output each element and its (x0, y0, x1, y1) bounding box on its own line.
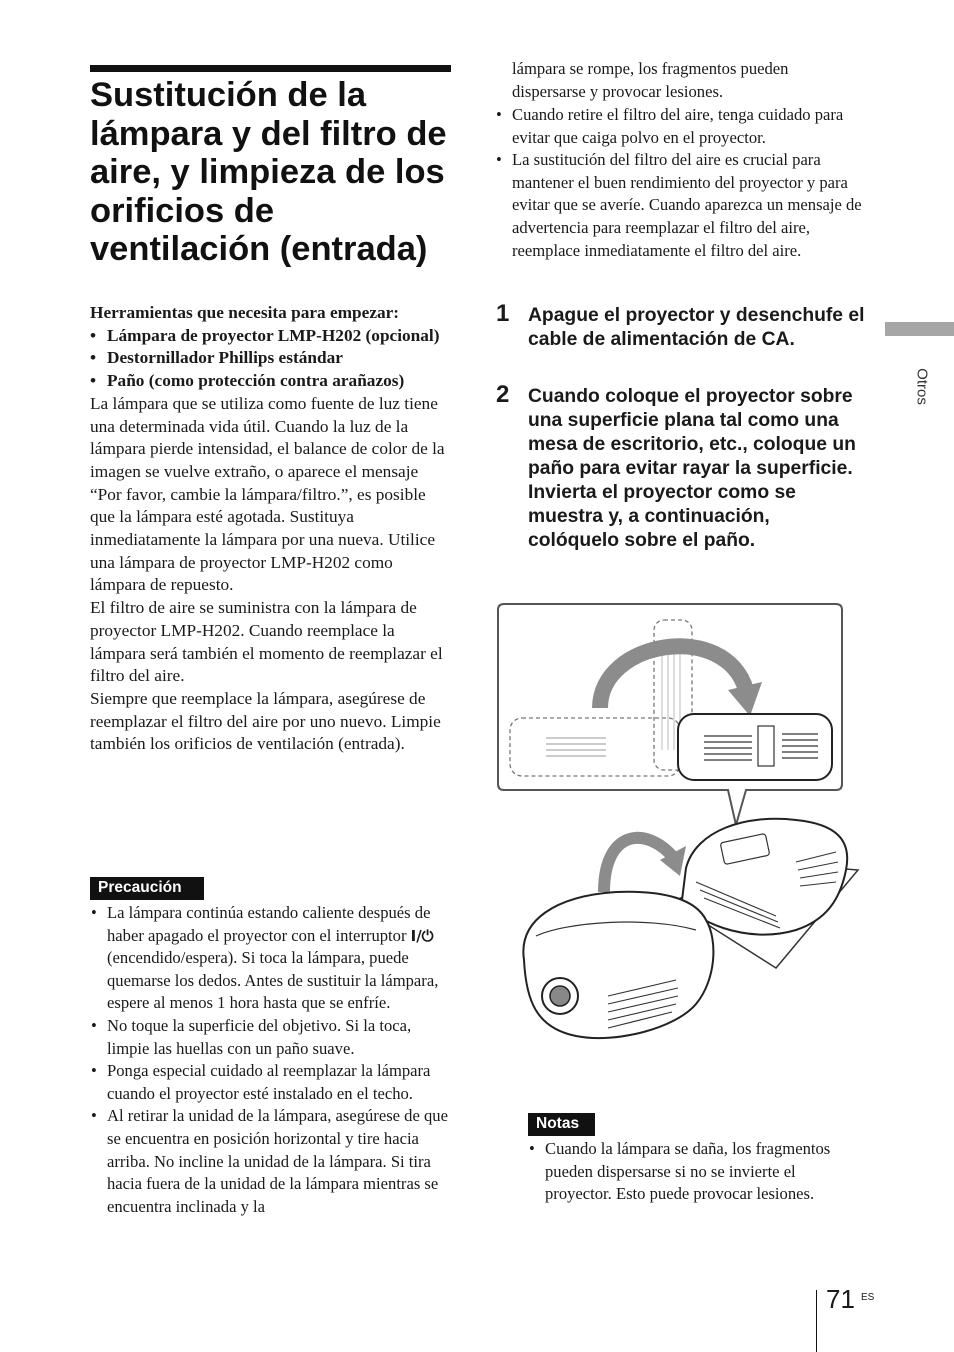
intro-paragraph: Siempre que reemplace la lámpara, asegúrese de reemplazar el filtro del aire por uno nuevo. Limpie también los orificios de ventilación (entrada). (90, 688, 441, 754)
section-tab (885, 322, 954, 336)
page-number-rule (816, 1290, 817, 1352)
power-standby-icon: I/⏻ (410, 926, 434, 945)
caution-item: • Ponga especial cuidado al reemplazar la lámpara cuando el proyector esté instalado en el techo. (90, 1060, 452, 1105)
tools-list (90, 325, 452, 393)
caution-list (90, 902, 452, 1218)
page-language: ES (861, 1292, 875, 1303)
left-column (90, 302, 452, 756)
section-label: Otros (913, 368, 931, 405)
title-rule (90, 65, 451, 72)
caution-item: • Al retirar la unidad de la lámpara, asegúrese de que se encuentra en posición horizontal y tire hacia arriba. No incline la unidad de la lámpara. Si tira hacia fuera de la unidad de la lámpara mientras se encuentra inclinada y la (90, 1105, 452, 1218)
caution-item (90, 902, 452, 1015)
projector-flip-illustration (496, 600, 866, 1060)
rotate-arrow-small (604, 838, 674, 892)
notes-list (528, 1138, 858, 1206)
caution-item: • Cuando retire el filtro del aire, tenga cuidado para evitar que caiga polvo en el proyector. (495, 104, 862, 149)
inverted-projector (678, 714, 832, 780)
tool-item: • Destornillador Phillips estándar (90, 347, 452, 370)
step-2 (496, 381, 866, 553)
tool-item: • Paño (como protección contra arañazos) (90, 370, 452, 393)
notes-badge: Notas (528, 1113, 595, 1136)
step-1 (496, 300, 866, 352)
projector-on-cloth (682, 819, 847, 935)
caution-item: • La sustitución del filtro del aire es crucial para mantener el buen rendimiento del proyector y para evitar que se averíe. Cuando aparezca un mensaje de advertencia para reemplazar el filtro del aire, reemplace inmediatamente el filtro del aire. (495, 149, 862, 262)
projector-upright (523, 892, 713, 1038)
step-text: Cuando coloque el proyector sobre una superficie plana tal como una mesa de escritorio, etc., coloque un paño para evitar rayar la superficie. Invierta el proyector como se muestra y, a continuación, colóquelo sobre el paño. (528, 386, 856, 551)
tool-item: • Lámpara de proyector LMP-H202 (opcional) (90, 325, 452, 348)
intro-paragraph: La lámpara que se utiliza como fuente de luz tiene una determinada vida útil. Cuando la luz de la lámpara pierde intensidad, el balance de color de la imagen se vuelve extraño, o aparece el mensaje “Por favor, cambie la lámpara/filtro.”, es posible que la lámpara esté agotada. Sustituya inmediatamente la lámpara por una nueva. Utilice una lámpara de proyector LMP-H202 como lámpara de repuesto. (90, 393, 445, 595)
caution-badge: Precaución (90, 877, 204, 900)
tools-heading: Herramientas que necesita para empezar: (90, 303, 400, 322)
caution-list-continued (495, 104, 862, 262)
page-number: 71 (826, 1284, 855, 1314)
step-text: Apague el proyector y desenchufe el cable de alimentación de CA. (528, 305, 865, 350)
step-number: 1 (496, 300, 510, 327)
intro-paragraph: El filtro de aire se suministra con la lámpara de proyector LMP-H202. Cuando reemplace la lámpara será también el momento de reemplazar el filtro del aire. (90, 598, 443, 686)
step-number: 2 (496, 381, 510, 408)
page-title: Sustitución de la lámpara y del filtro de aire, y limpieza de los orificios de ventilación (entrada) (90, 76, 447, 268)
caution-text: La lámpara continúa estando caliente después de haber apagado el proyector con el interruptor (107, 903, 431, 945)
caution-continuation: lámpara se rompe, los fragmentos pueden dispersarse y provocar lesiones. (512, 59, 789, 101)
caution-text: (encendido/espera). Si toca la lámpara, puede quemarse los dedos. Antes de sustituir la lámpara, espere al menos 1 hora hasta que se enfríe. (107, 948, 439, 1013)
caution-item: • No toque la superficie del objetivo. Si la toca, limpie las huellas con un paño suave. (90, 1015, 452, 1060)
note-item: • Cuando la lámpara se daña, los fragmentos pueden dispersarse si no se invierte el proyector. Esto puede provocar lesiones. (528, 1138, 858, 1206)
